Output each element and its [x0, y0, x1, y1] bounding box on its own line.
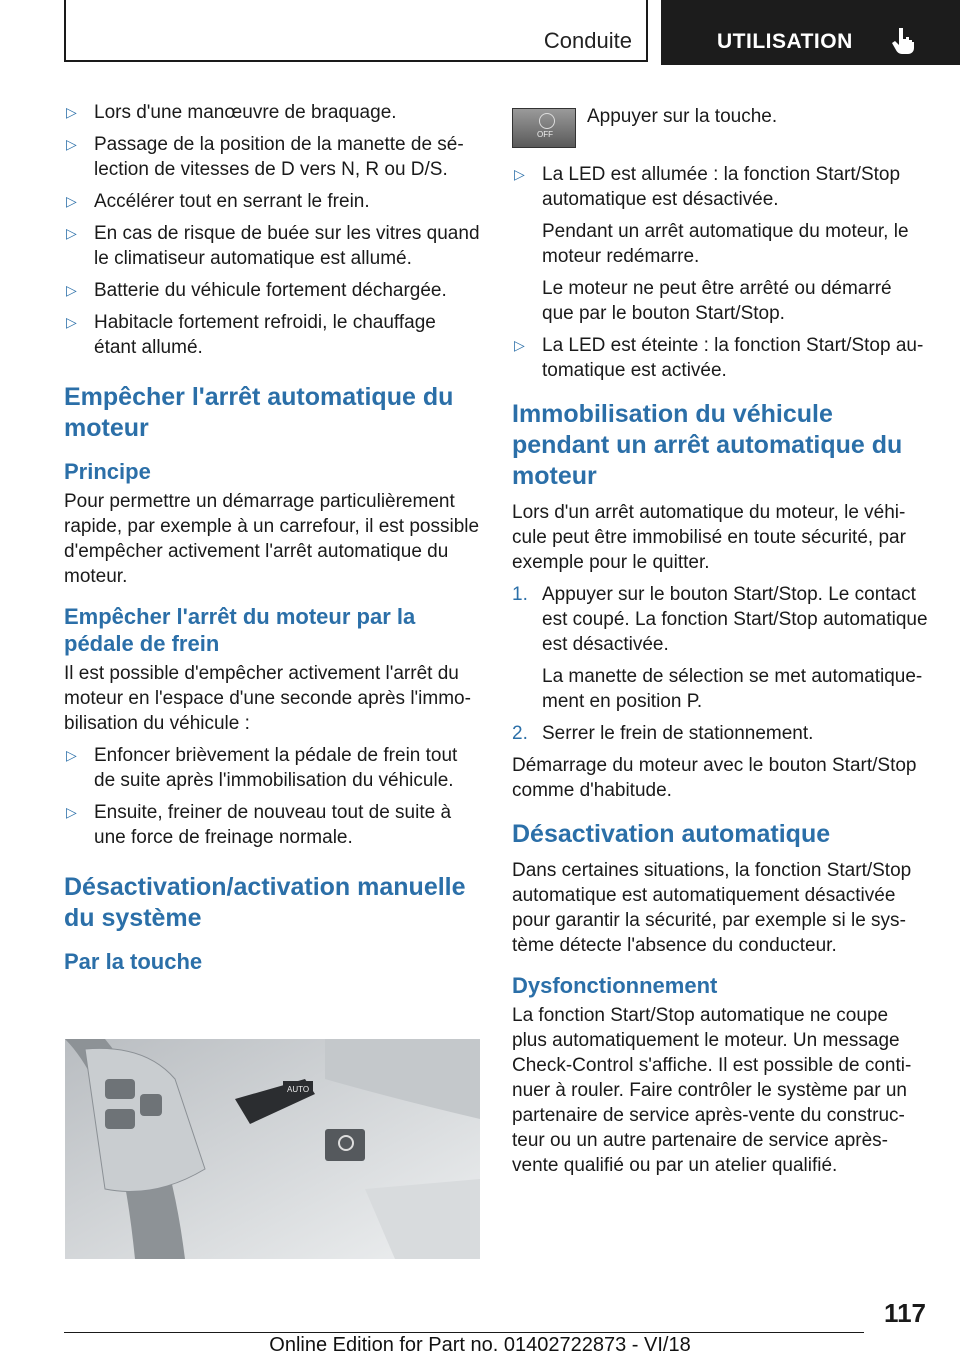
immobilisation-text: Lors d'un arrêt automatique du moteur, le véhicule peut être immobilisé en toute sécurité, par exemple pour le quitter.	[512, 502, 906, 573]
triangle-bullet-icon: ▷	[66, 282, 77, 298]
heading-auto-deactivation: Désactivation automatique	[512, 820, 831, 848]
triangle-bullet-icon: ▷	[66, 136, 77, 152]
triangle-bullet-icon: ▷	[66, 225, 77, 241]
auto-label: AUTO	[287, 1085, 310, 1094]
numbered-step	[512, 721, 928, 746]
list-item	[64, 132, 480, 182]
list-item-text: En cas de risque de buée sur les vitres quand le climatiseur automatique est allumé.	[94, 223, 480, 269]
auto-deactivation-text: Dans certaines situations, la fonction Start/Stop automatique est automatiquement désactivée pour garantir la sécurité, par exemple si le système détecte l'absence du conducteur.	[512, 860, 912, 956]
steering-wheel-illustration	[65, 1039, 480, 1259]
triangle-bullet-icon: ▷	[66, 193, 77, 209]
list-item	[64, 743, 480, 793]
triangle-bullet-icon: ▷	[514, 337, 525, 353]
footer-divider	[64, 1332, 864, 1333]
chapter-tab	[661, 0, 960, 65]
triangle-bullet-icon: ▷	[66, 804, 77, 820]
brake-text: Il est possible d'empêcher activement l'arrêt du moteur en l'espace d'une seconde après l'immobilisation du véhicule :	[64, 663, 471, 734]
heading-principle: Principe	[64, 459, 151, 484]
list-item-text: Batterie du véhicule fortement déchargée.	[94, 280, 447, 301]
step-number: 1.	[512, 584, 528, 605]
list-item	[64, 221, 480, 271]
start-stop-off-button	[512, 108, 576, 148]
numbered-step	[512, 582, 928, 714]
list-item-text: La LED est éteinte : la fonction Start/Stop automatique est activée.	[542, 335, 924, 381]
page-header	[64, 0, 960, 65]
list-item	[64, 189, 480, 214]
heading-manual-toggle: Désactivation/activation manuelle du système	[64, 873, 466, 932]
list-item	[64, 310, 480, 360]
triangle-bullet-icon: ▷	[66, 314, 77, 330]
heading-prevent-auto-stop: Empêcher l'arrêt automatique du moteur	[64, 383, 454, 442]
list-item	[512, 333, 928, 383]
heading-immobilisation: Immobilisation du véhicule pendant un arrêt automatique du moteur	[512, 400, 903, 490]
list-item-subtext: Pendant un arrêt automatique du moteur, le moteur redémarre.	[542, 221, 909, 267]
press-key-text: Appuyer sur la touche.	[587, 106, 778, 127]
key-off-label: OFF	[537, 130, 553, 139]
list-item-text: Habitacle fortement refroidi, le chauffage étant allumé.	[94, 312, 436, 358]
section-tab	[64, 0, 648, 62]
list-item	[64, 100, 480, 125]
chapter-title: UTILISATION	[717, 30, 853, 53]
heading-by-button: Par la touche	[64, 949, 203, 974]
list-item	[512, 162, 928, 326]
triangle-bullet-icon: ▷	[66, 104, 77, 120]
left-column	[64, 100, 480, 979]
heading-brake-pedal: Empêcher l'arrêt du moteur par la pédale de frein	[64, 604, 416, 656]
heading-malfunction: Dysfonctionnement	[512, 973, 718, 998]
list-item-text: Enfoncer brièvement la pédale de frein tout de suite après l'immobilisation du véhicule.	[94, 745, 458, 791]
triangle-bullet-icon: ▷	[514, 166, 525, 182]
principle-text: Pour permettre un démarrage particulièrement rapide, par exemple à un carrefour, il est possible d'empêcher activement l'arrêt automatique du moteur.	[64, 491, 480, 587]
list-item	[64, 800, 480, 850]
list-item-text: Passage de la position de la manette de sélection de vitesses de D vers N, R ou D/S.	[94, 134, 464, 180]
list-item-text: La LED est allumée : la fonction Start/Stop automatique est désactivée.	[542, 164, 901, 210]
edition-footer: Online Edition for Part no. 01402722873 - VI/18	[269, 1334, 691, 1356]
malfunction-text: La fonction Start/Stop automatique ne coupe plus automatiquement le moteur. Un message Check-Control s'affiche. Il est possible de continuer à rouler. Faire contrôler le système par un partenaire de service après-vente du constructeur ou un autre partenaire de service après-vente qualifié ou par un atelier qualifié.	[512, 1005, 912, 1176]
page-number: 117	[884, 1298, 926, 1328]
step-text: Appuyer sur le bouton Start/Stop. Le contact est coupé. La fonction Start/Stop automatique est désactivée.	[542, 584, 928, 655]
step-text: Serrer le frein de stationnement.	[542, 723, 814, 744]
section-title: Conduite	[543, 28, 632, 53]
list-item-subtext: Le moteur ne peut être arrêté ou démarré que par le bouton Start/Stop.	[542, 278, 892, 324]
auto-start-stop-icon	[539, 113, 555, 129]
list-item-text: Ensuite, freiner de nouveau tout de suite à une force de freinage normale.	[94, 802, 452, 848]
press-key-row	[512, 100, 928, 152]
triangle-bullet-icon: ▷	[66, 747, 77, 763]
list-item	[64, 278, 480, 303]
pointing-hand-icon	[890, 26, 916, 54]
list-item-text: Lors d'une manœuvre de braquage.	[94, 102, 397, 123]
steering-column-photo	[65, 1039, 480, 1259]
step-subtext: La manette de sélection se met automatiquement en position P.	[542, 666, 923, 712]
step-number: 2.	[512, 723, 528, 744]
right-column	[512, 100, 928, 1185]
restart-text: Démarrage du moteur avec le bouton Start/Stop comme d'habitude.	[512, 755, 917, 801]
list-item-text: Accélérer tout en serrant le frein.	[94, 191, 370, 212]
